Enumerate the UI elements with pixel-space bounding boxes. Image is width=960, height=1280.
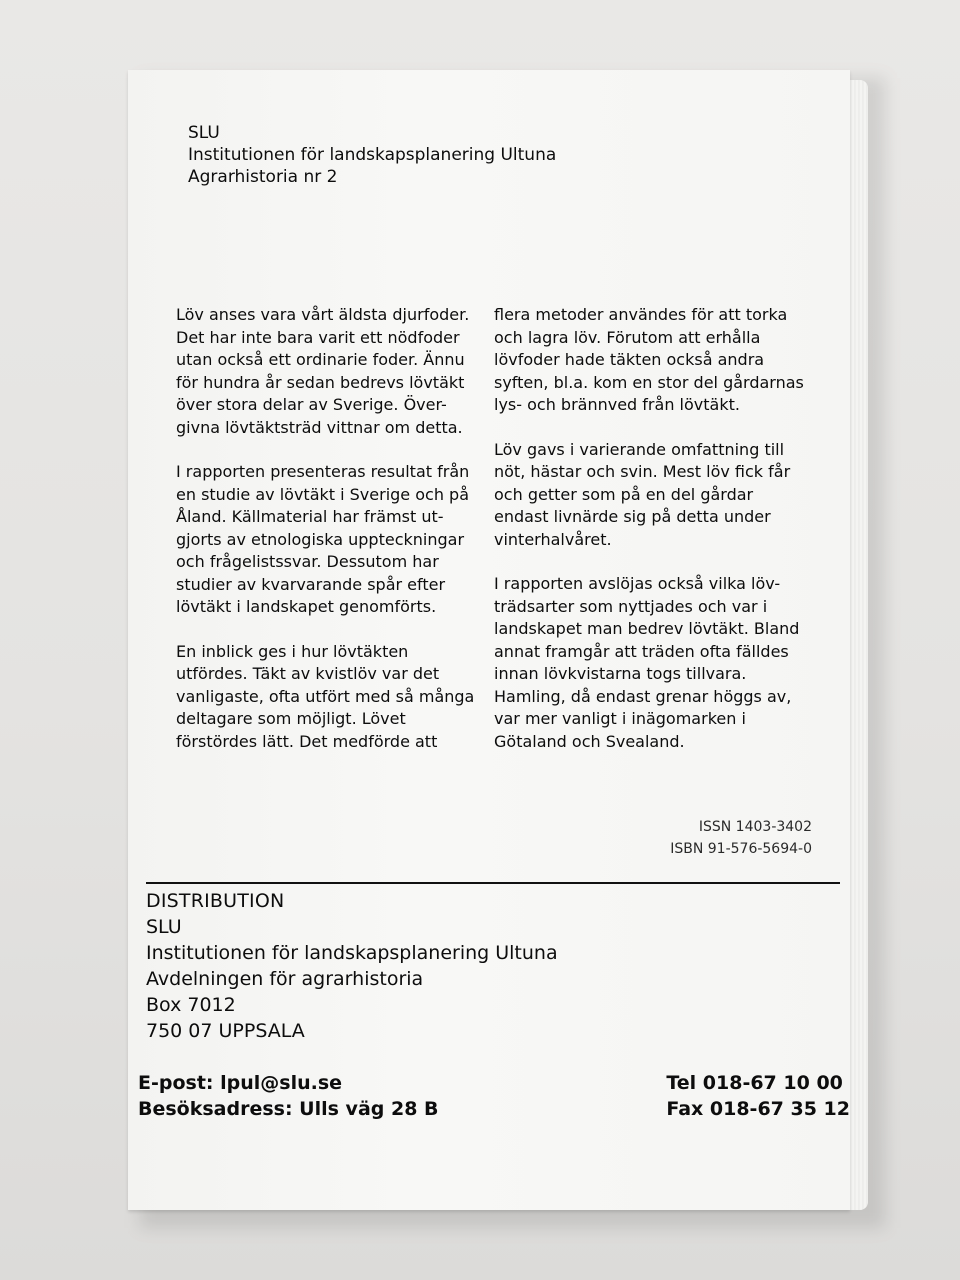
header-org: SLU xyxy=(188,123,220,143)
distribution-heading: DISTRIBUTION xyxy=(146,890,285,912)
header-institution: Institutionen för landskapsplanering Ultuna xyxy=(188,145,557,165)
book-back-cover xyxy=(128,70,850,1210)
paragraph: I rapporten avslöjas också vilka löv- trädsarter som nyttjades och var i landskapet man bedrev lövtäkt. Bland annat framgår att träden ofta fälldes innan lövkvistarna togs tillvara. Hamling, då endast grenar höggs av, var mer vanligt i inägomarken i Götaland och Svealand. xyxy=(494,574,800,751)
paragraph: I rapporten presenteras resultat från en studie av lövtäkt i Sverige och på Åland. Källmaterial har främst ut- gjorts av etnologiska uppteckningar och frågelistssvar. Dessutom har studier av kvarvarande spår efter lövtäkt i landskapet genomförts. xyxy=(176,462,470,616)
visiting-address: Besöksadress: Ulls väg 28 B xyxy=(138,1098,439,1120)
distribution-block xyxy=(146,888,558,1044)
paragraph: flera metoder användes för att torka och lagra löv. Förutom att erhålla lövfoder hade täkten också andra syften, bl.a. kom en stor del gårdarnas lys- och brännved från lövtäkt. xyxy=(494,305,804,414)
paragraph: En inblick ges i hur lövtäkten utfördes. Täkt av kvistlöv var det vanligaste, ofta utfört med så många deltagare som möjligt. Lövet förstördes lätt. Det medförde att xyxy=(176,641,475,751)
isbn-number: ISBN 91-576-5694-0 xyxy=(670,841,812,857)
contact-left xyxy=(138,1070,439,1122)
distribution-division: Avdelningen för agrarhistoria xyxy=(146,968,424,990)
distribution-org: SLU xyxy=(146,916,182,938)
issn-number: ISSN 1403-3402 xyxy=(698,819,812,835)
paragraph: Löv anses vara vårt äldsta djurfoder. Det har inte bara varit ett nödfoder utan också ett ordinarie foder. Ännu för hundra år sedan bedrevs lövtäkt över stora delar av Sverige. Över- givna lövtäktsträd vittnar om detta. xyxy=(176,305,470,437)
email-address: E-post: lpul@slu.se xyxy=(138,1072,343,1094)
text-column-right xyxy=(494,304,824,775)
text-column-left xyxy=(176,304,486,775)
divider-line xyxy=(146,882,840,884)
phone-number: Tel 018-67 10 00 xyxy=(666,1072,843,1094)
contact-right xyxy=(666,1070,850,1122)
header-series: Agrarhistoria nr 2 xyxy=(188,167,338,187)
fax-number: Fax 018-67 35 12 xyxy=(666,1098,850,1120)
cover-header xyxy=(188,122,556,188)
paragraph: Löv gavs i varierande omfattning till nöt, hästar och svin. Mest löv fick får och getter som på en del gårdar endast livnärde sig på detta under vinterhalvåret. xyxy=(494,439,791,549)
distribution-institution: Institutionen för landskapsplanering Ultuna xyxy=(146,942,558,964)
distribution-box: Box 7012 xyxy=(146,994,236,1016)
distribution-city: 750 07 UPPSALA xyxy=(146,1020,305,1042)
identifier-block xyxy=(670,816,812,860)
